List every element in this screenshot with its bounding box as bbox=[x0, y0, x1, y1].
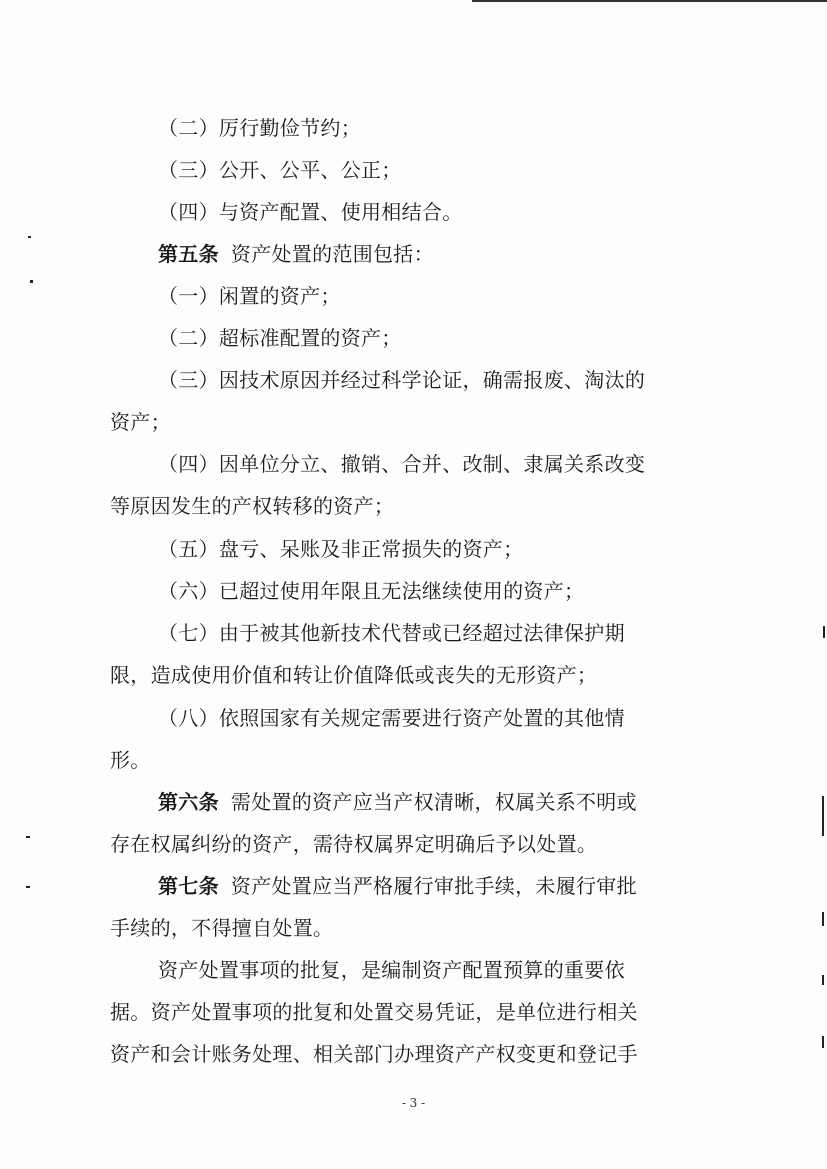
scan-speck bbox=[26, 886, 30, 888]
text-line: 手续的，不得擅自处置。 bbox=[110, 916, 334, 940]
text-line: 据。资产处置事项的批复和处置交易凭证，是单位进行相关 bbox=[110, 1000, 638, 1024]
text-line: （五）盘亏、呆账及非正常损失的资产； bbox=[158, 537, 524, 561]
scan-edge-mark bbox=[822, 975, 824, 985]
text-line: 等原因发生的产权转移的资产； bbox=[110, 494, 395, 518]
article-number: 第六条 bbox=[158, 790, 219, 814]
text-line: （四）因单位分立、撤销、合并、改制、隶属关系改变 bbox=[158, 452, 646, 476]
scan-speck bbox=[26, 836, 30, 838]
article-number: 第七条 bbox=[158, 874, 219, 898]
text-line: （六）已超过使用年限且无法继续使用的资产； bbox=[158, 579, 585, 603]
text-line: （二）厉行勤俭节约； bbox=[158, 116, 361, 140]
text-line: 资产处置事项的批复，是编制资产配置预算的重要依 bbox=[158, 958, 625, 982]
text-line: （七）由于被其他新技术代替或已经超过法律保护期 bbox=[158, 621, 625, 645]
scan-speck bbox=[28, 236, 31, 238]
text-line: 资产和会计账务处理、相关部门办理资产产权变更和登记手 bbox=[110, 1042, 638, 1066]
article-heading-line: 第五条 资产处置的范围包括： bbox=[158, 242, 434, 266]
scan-edge-mark bbox=[822, 912, 824, 926]
page-number: - 3 - bbox=[401, 1096, 426, 1110]
text-line: （三）因技术原因并经过科学论证，确需报废、淘汰的 bbox=[158, 368, 646, 392]
scan-edge-mark bbox=[823, 626, 825, 638]
article-heading-line: 第七条 资产处置应当严格履行审批手续，未履行审批 bbox=[158, 874, 637, 898]
text-line: （四）与资产配置、使用相结合。 bbox=[158, 200, 463, 224]
text-line: （一）闲置的资产； bbox=[158, 284, 341, 308]
text-line: （三）公开、公平、公正； bbox=[158, 158, 402, 182]
text-line: 存在权属纠纷的资产，需待权属界定明确后予以处置。 bbox=[110, 832, 598, 856]
text-line: 限，造成使用价值和转让价值降低或丧失的无形资产； bbox=[110, 663, 598, 687]
text-line: （二）超标准配置的资产； bbox=[158, 326, 402, 350]
top-rule-divider bbox=[472, 0, 827, 2]
text-line: （八）依照国家有关规定需要进行资产处置的其他情 bbox=[158, 706, 625, 730]
scan-edge-mark bbox=[822, 1036, 824, 1048]
article-number: 第五条 bbox=[158, 242, 219, 266]
text-line: 形。 bbox=[110, 748, 151, 772]
scan-edge-mark bbox=[822, 796, 824, 836]
scan-speck bbox=[30, 280, 33, 283]
article-heading-line: 第六条 需处置的资产应当产权清晰，权属关系不明或 bbox=[158, 790, 637, 814]
text-line: 资产； bbox=[110, 410, 171, 434]
